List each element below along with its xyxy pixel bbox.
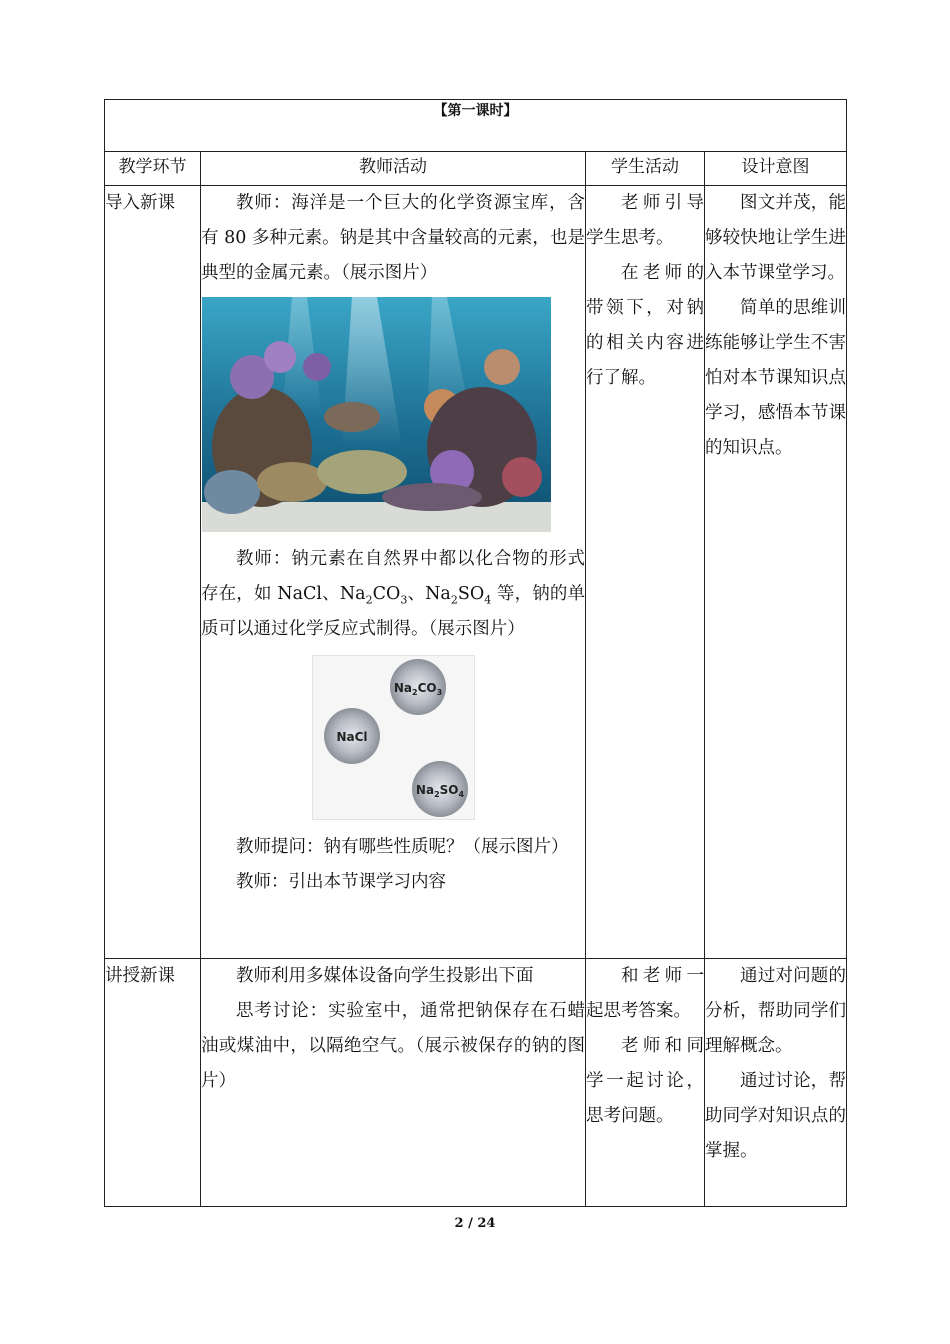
- stage-cell: [105, 186, 201, 959]
- nacl-label: NaCl: [335, 730, 368, 744]
- teacher-activity-cell: [201, 186, 586, 959]
- design-intent-cell: [705, 959, 847, 1207]
- student-text: 老师引导学生思考。: [586, 193, 704, 248]
- sodium-compounds-image: [312, 655, 475, 820]
- stage-label: 导入新课: [105, 193, 175, 213]
- design-text: 通过对问题的分析，帮助同学们理解概念。: [705, 966, 846, 1056]
- teacher-text: 教师利用多媒体设备向学生投影出下面: [236, 966, 534, 986]
- teacher-activity-cell: [201, 959, 586, 1207]
- table-row: [105, 186, 847, 959]
- teacher-text: 思考讨论：实验室中，通常把钠保存在石蜡油或煤油中，以隔绝空气。（展示被保存的钠的图片）: [201, 1001, 585, 1091]
- header-row: [105, 152, 847, 186]
- teacher-text: 教师：海洋是一个巨大的化学资源宝库，含有 80 多种元素。钠是其中含量较高的元素，也是典型的金属元素。（展示图片）: [201, 193, 585, 283]
- student-text: 老师和同学一起讨论，思考问题。: [586, 1036, 704, 1126]
- header-stage: 教学环节: [105, 152, 201, 186]
- student-activity-cell: [586, 186, 705, 959]
- header-student: 学生活动: [586, 152, 705, 186]
- stage-cell: [105, 959, 201, 1207]
- design-intent-cell: [705, 186, 847, 959]
- page-number: [0, 1216, 950, 1231]
- student-text: 在老师的带领下，对钠的相关内容进行了解。: [586, 263, 704, 388]
- lesson-plan-table: [104, 99, 847, 1207]
- current-page: 2: [454, 1216, 464, 1231]
- page-separator: /: [468, 1216, 473, 1231]
- total-pages: 24: [477, 1216, 496, 1231]
- student-text: 和老师一起思考答案。: [586, 966, 704, 1021]
- design-text: 简单的思维训练能够让学生不害怕对本节课知识点学习，感悟本节课的知识点。: [705, 298, 846, 458]
- title-row: [105, 100, 847, 152]
- section-title: 【第一课时】: [105, 100, 847, 152]
- design-text: 通过讨论，帮助同学对知识点的掌握。: [705, 1071, 846, 1161]
- stage-label: 讲授新课: [105, 966, 175, 986]
- coral-reef-image: [202, 297, 551, 532]
- na2so4-label: $Na_2SO_4$: [415, 783, 464, 799]
- student-activity-cell: [586, 959, 705, 1207]
- na2co3-label: $Na_2CO_3$: [393, 681, 442, 697]
- teacher-text: 教师提问：钠有哪些性质呢？（展示图片）: [236, 837, 569, 857]
- header-design: 设计意图: [705, 152, 847, 186]
- teacher-text: 教师：引出本节课学习内容: [236, 872, 446, 892]
- header-teacher: 教师活动: [201, 152, 586, 186]
- teacher-text: 教师：钠元素在自然界中都以化合物的形式存在，如 NaCl、$Na_2CO_3$、$Na_2SO_4$ 等，钠的单质可以通过化学反应式制得。（展示图片）: [201, 549, 586, 639]
- table-row: [105, 959, 847, 1207]
- design-text: 图文并茂，能够较快地让学生进入本节课堂学习。: [705, 193, 846, 283]
